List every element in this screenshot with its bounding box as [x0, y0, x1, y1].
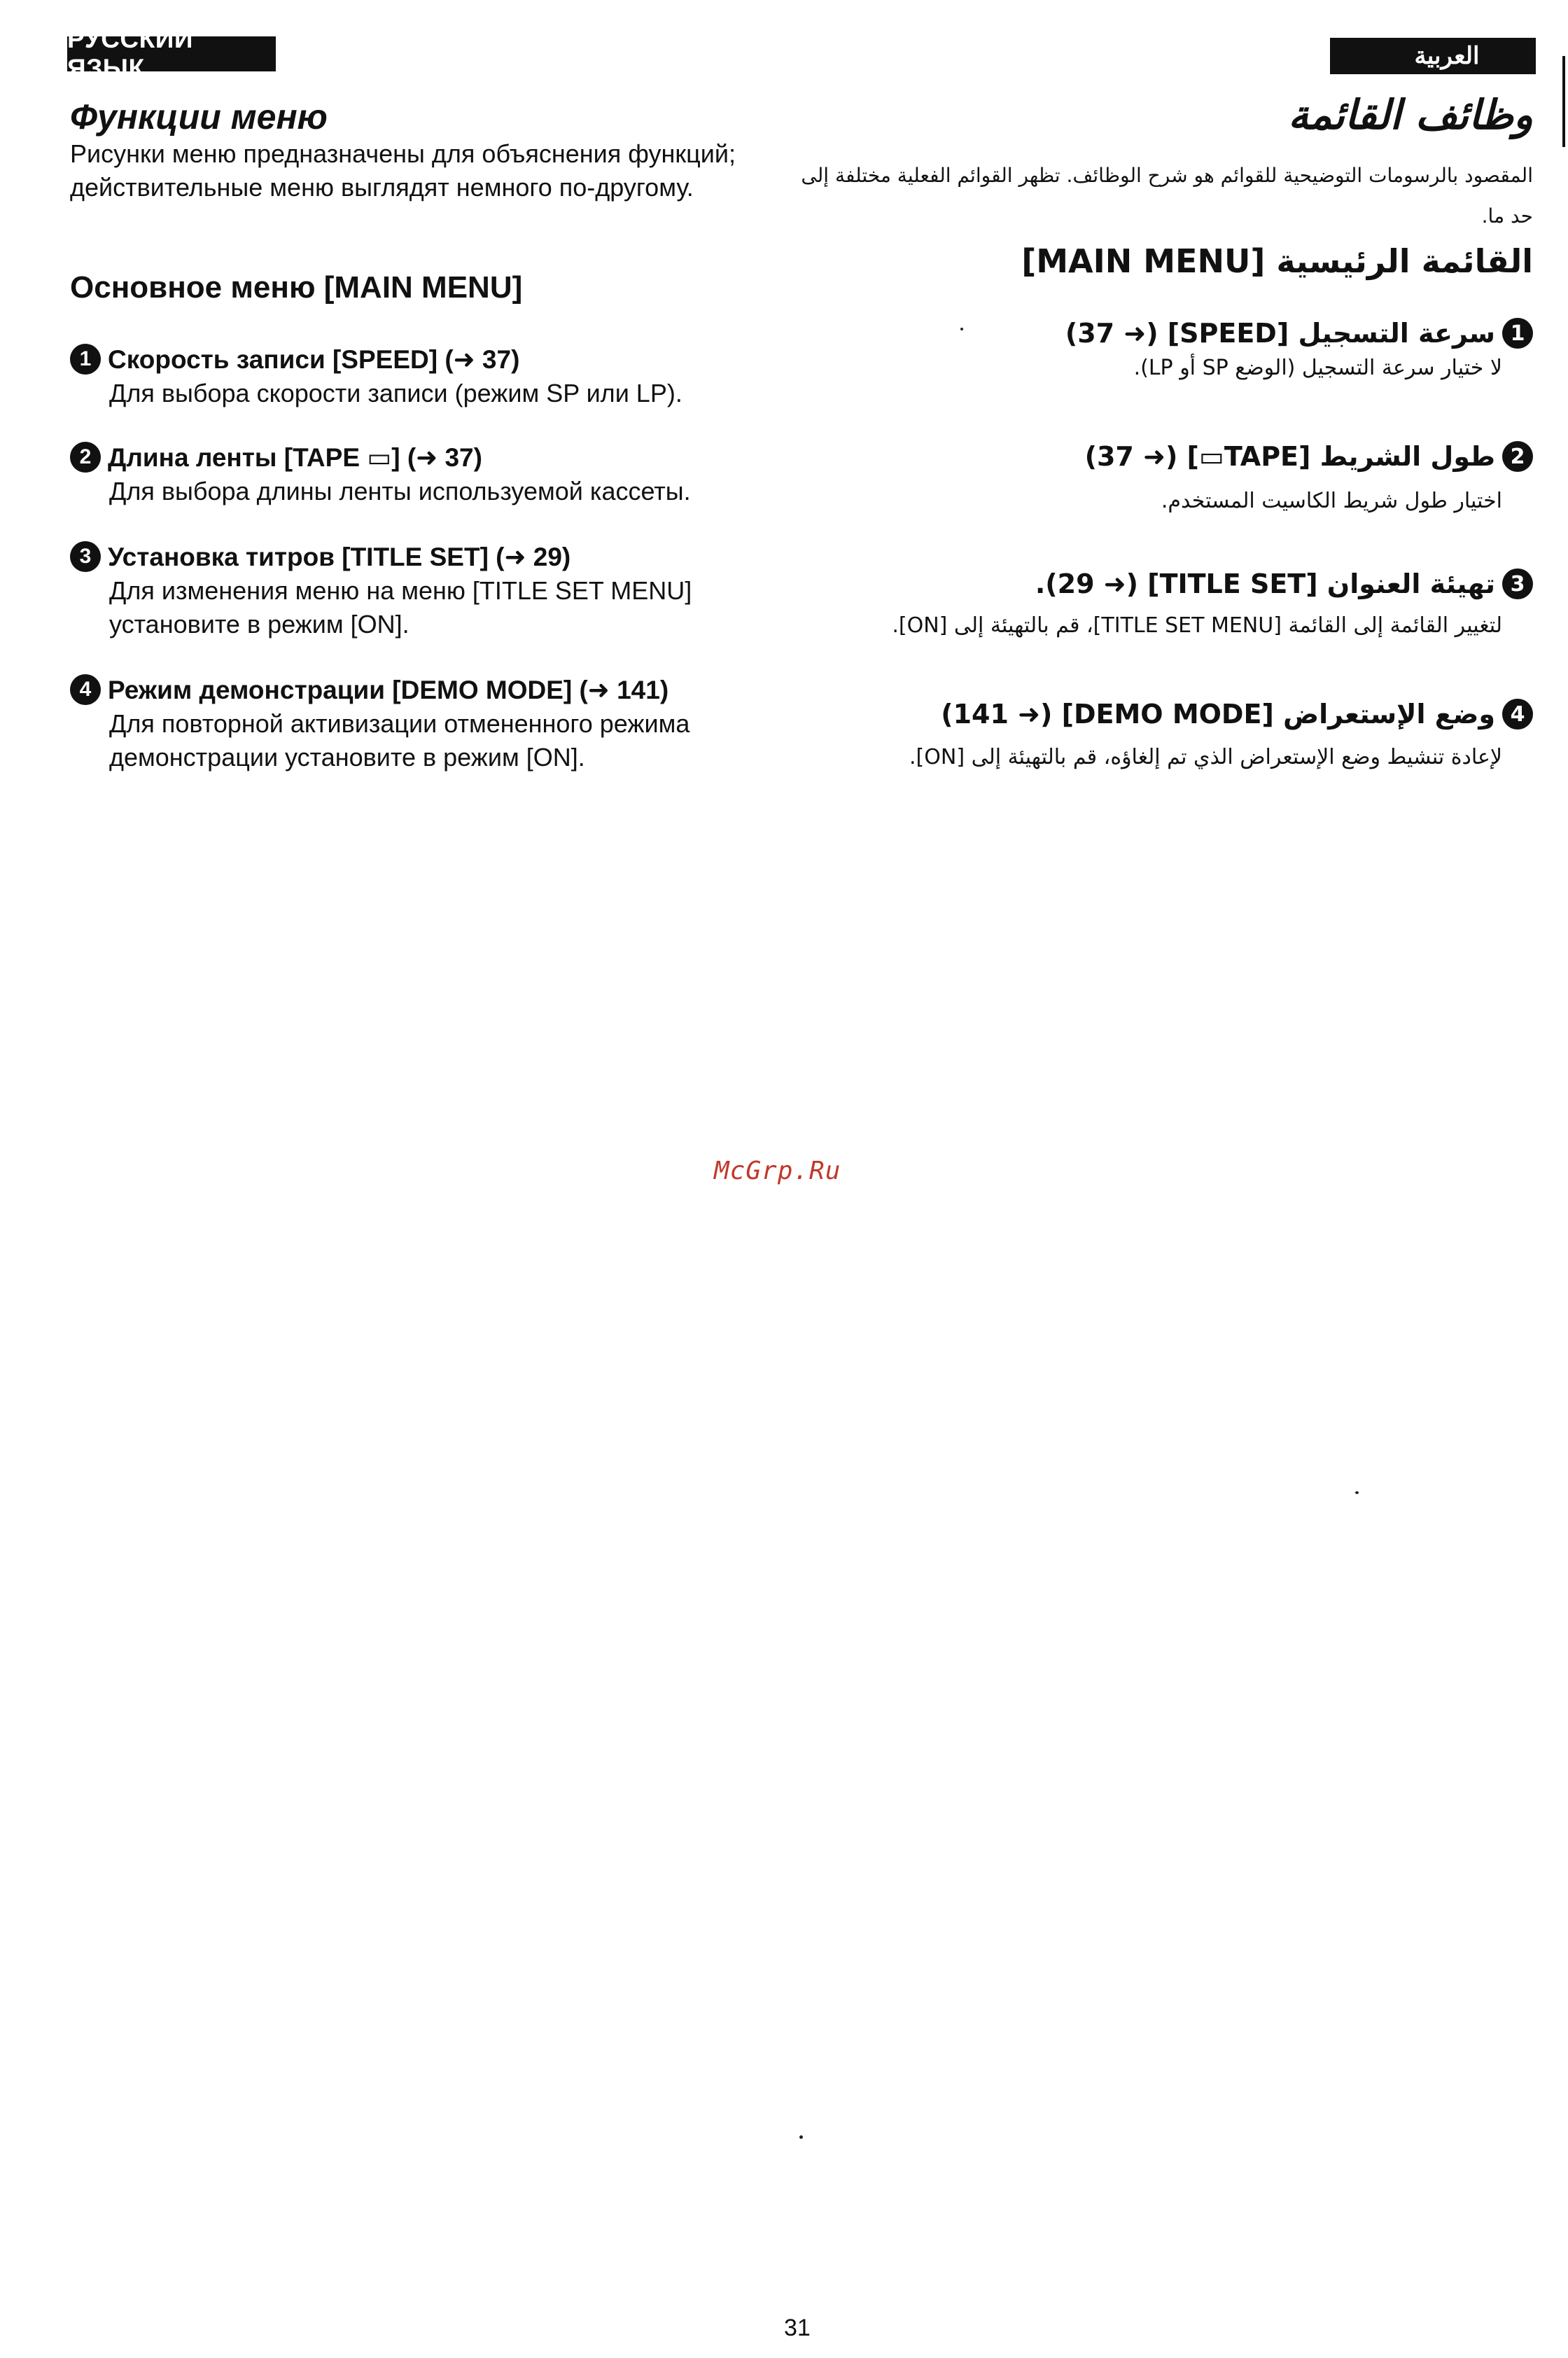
ar-item-heading: تهيئة العنوان [TITLE SET] (➜ 29).	[1035, 568, 1495, 599]
ru-section-title: Основное меню [MAIN MENU]	[70, 270, 523, 305]
ar-menu-item-speed	[798, 315, 1533, 385]
language-badge-arabic: العربية	[1330, 38, 1536, 74]
number-2-icon: 2	[1502, 441, 1533, 472]
scan-speck	[1355, 1491, 1359, 1494]
ar-section-title: القائمة الرئيسية [MAIN MENU]	[1021, 242, 1533, 280]
ar-item-description: لتغيير القائمة إلى القائمة [TITLE SET MENU]، قم بالتهيئة إلى [ON].	[892, 613, 1502, 638]
ru-item-description: Для повторной активизации отмененного режима демонстрации установите в режим [ON].	[109, 709, 690, 772]
ar-item-heading: سرعة التسجيل [SPEED] (➜ 37)	[1065, 318, 1495, 349]
number-3-icon: 3	[1502, 568, 1533, 599]
ru-item-description: Для выбора длины ленты используемой кассеты.	[109, 477, 691, 505]
number-4-icon: 4	[1502, 699, 1533, 730]
scan-speck	[960, 328, 963, 330]
number-3-icon: 3	[70, 541, 101, 572]
ar-item-description: لا ختيار سرعة التسجيل (الوضع SP أو LP).	[1133, 356, 1502, 380]
ru-page-title: Функции меню	[70, 97, 328, 137]
ru-menu-item-speed	[70, 342, 770, 410]
ru-menu-item-demo-mode	[70, 672, 770, 774]
number-1-icon: 1	[1502, 318, 1533, 349]
ar-menu-item-tape	[798, 438, 1533, 518]
ar-item-description: لإعادة تنشيط وضع الإستعراض الذي تم إلغاؤه، قم بالتهيئة إلى [ON].	[909, 745, 1502, 769]
number-1-icon: 1	[70, 344, 101, 375]
language-badge-russian: РУССКИЙ ЯЗЫК	[67, 36, 276, 71]
ru-menu-item-tape	[70, 440, 770, 508]
ru-item-heading: Скорость записи [SPEED] (➜ 37)	[108, 344, 520, 374]
ru-item-heading: Длина ленты [TAPE ▭] (➜ 37)	[108, 442, 482, 472]
ru-menu-item-title-set	[70, 539, 770, 641]
scan-speck	[799, 2135, 803, 2139]
number-2-icon: 2	[70, 442, 101, 473]
ar-item-description: اختيار طول شريط الكاسيت المستخدم.	[1161, 489, 1502, 513]
ar-menu-item-demo-mode	[798, 696, 1533, 774]
ru-item-heading: Режим демонстрации [DEMO MODE] (➜ 141)	[108, 675, 669, 704]
ru-item-description: Для выбора скорости записи (режим SP или LP).	[109, 379, 682, 407]
ru-item-heading: Установка титров [TITLE SET] (➜ 29)	[108, 542, 571, 571]
number-4-icon: 4	[70, 674, 101, 705]
page-number: 31	[784, 2315, 811, 2341]
ar-intro-text: المقصود بالرسومات التوضيحية للقوائم هو شرح الوظائف. تظهر القوائم الفعلية مختلفة إلى حد ما.	[801, 164, 1533, 228]
watermark: McGrp.Ru	[714, 1157, 841, 1185]
ar-item-heading: وضع الإستعراض [DEMO MODE] (➜ 141)	[941, 699, 1495, 730]
ar-page-title: وظائف القائمة	[1288, 91, 1533, 139]
ar-item-heading: طول الشريط [TAPE▭] (➜ 37)	[1084, 441, 1495, 472]
ru-item-description: Для изменения меню на меню [TITLE SET MENU] установите в режим [ON].	[109, 576, 692, 639]
ru-intro-text: Рисунки меню предназначены для объяснения функций; действительные меню выглядят немного по-другому.	[70, 139, 736, 202]
ar-menu-item-title-set	[798, 566, 1533, 643]
edge-marker	[1562, 56, 1565, 147]
